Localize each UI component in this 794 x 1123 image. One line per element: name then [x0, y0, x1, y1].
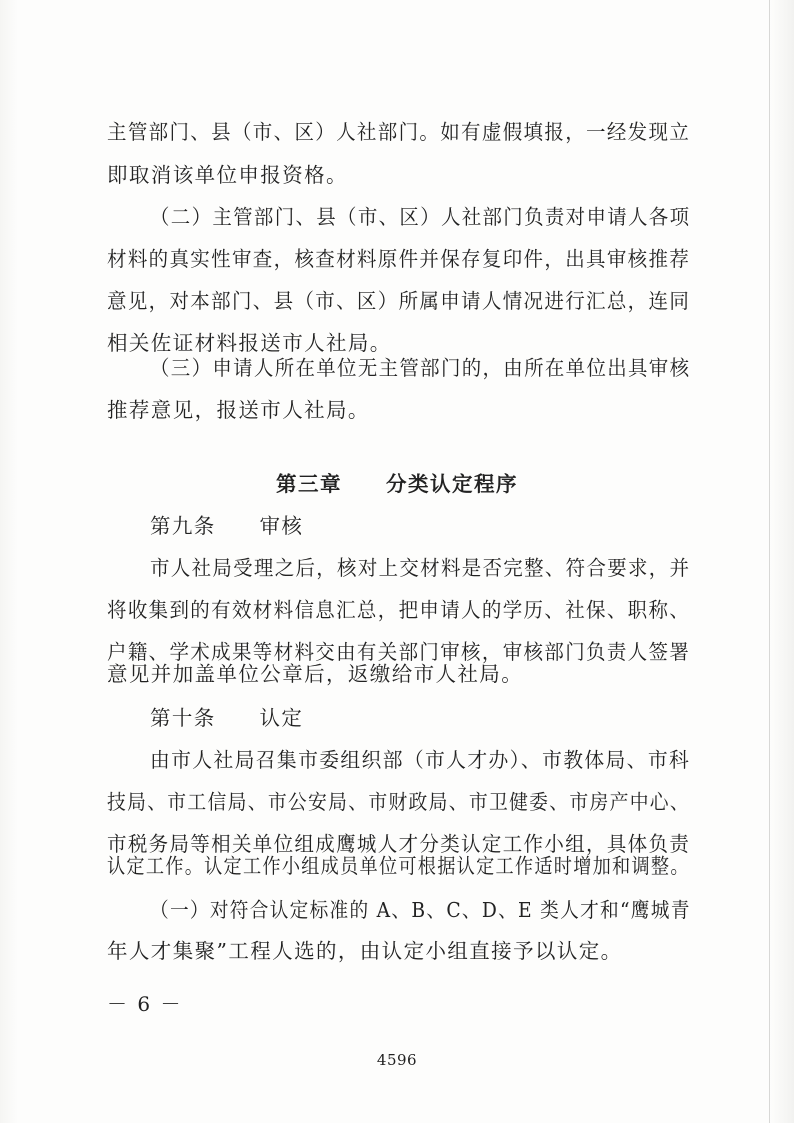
paragraph-line: 市税务局等相关单位组成鹰城人才分类认定工作小组，具体负责 — [107, 832, 691, 856]
paragraph-line: 即取消该单位申报资格。 — [107, 163, 348, 187]
paragraph-line: 年人才集聚”工程人选的，由认定小组直接予以认定。 — [107, 939, 623, 963]
paragraph-line: 认定工作。认定工作小组成员单位可根据认定工作适时增加和调整。 — [107, 854, 690, 878]
paragraph-line: 技局、市工信局、市公安局、市财政局、市卫健委、市房产中心、 — [107, 790, 691, 814]
paragraph-line: 材料的真实性审查，核查材料原件并保存复印件，出具审核推荐 — [107, 247, 691, 271]
page-number: － 6 － — [107, 992, 183, 1016]
chapter-heading: 第三章 分类认定程序 — [276, 472, 518, 496]
paragraph-line: （二）主管部门、县（市、区）人社部门负责对申请人各项 — [150, 205, 691, 229]
paragraph-line: 意见，对本部门、县（市、区）所属申请人情况进行汇总，连同 — [107, 289, 691, 313]
scan-edge-line — [769, 0, 770, 1123]
paragraph-line: 意见并加盖单位公章后，返缴给市人社局。 — [107, 662, 524, 686]
article-9-title: 第九条 审核 — [150, 514, 304, 538]
article-10-title: 第十条 认定 — [150, 706, 304, 730]
paragraph-line: （三）申请人所在单位无主管部门的，由所在单位出具审核 — [150, 356, 691, 380]
paragraph-line: 市人社局受理之后，核对上交材料是否完整、符合要求，并 — [150, 556, 691, 580]
paragraph-line: 由市人社局召集市委组织部（市人才办）、市教体局、市科 — [150, 748, 691, 772]
paragraph-line: 推荐意见，报送市人社局。 — [107, 398, 370, 422]
paragraph-line: 将收集到的有效材料信息汇总，把申请人的学历、社保、职称、 — [107, 598, 691, 622]
document-number: 4596 — [376, 1051, 418, 1069]
paragraph-line: （一）对符合认定标准的 A、B、C、D、E 类人才和“鹰城青 — [150, 898, 691, 922]
paragraph-line: 主管部门、县（市、区）人社部门。如有虚假填报，一经发现立 — [107, 120, 691, 144]
paragraph-line: 户籍、学术成果等材料交由有关部门审核，审核部门负责人签署 — [107, 640, 691, 664]
paragraph-line: 相关佐证材料报送市人社局。 — [107, 331, 392, 355]
